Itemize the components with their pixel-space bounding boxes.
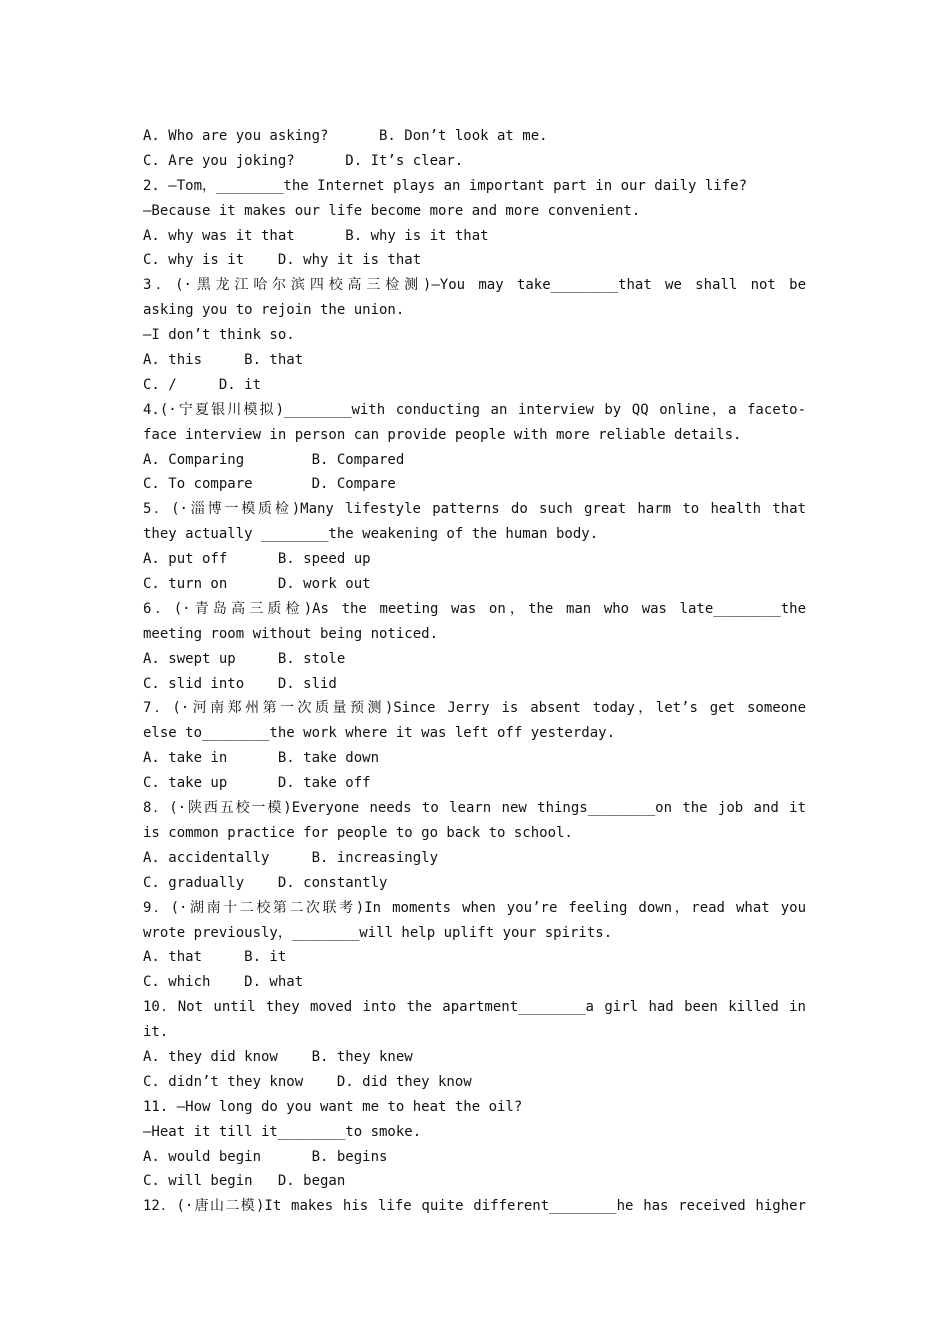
text-line: C. turn on D. work out (143, 576, 371, 593)
text-line: —Heat it till it________to smoke. (143, 1123, 422, 1140)
text-line: 3．(·黑龙江哈尔滨四校高三检测)—You may take________that we shall not be (143, 277, 806, 294)
text-line: A. put off B. speed up (143, 551, 371, 568)
text-line: A. Comparing B. Compared (143, 451, 405, 468)
document-page (143, 124, 806, 1219)
text-line: it. (143, 1024, 169, 1041)
text-line: A. accidentally B. increasingly (143, 849, 439, 866)
text-line: —Because it makes our life become more and more convenient. (143, 202, 641, 219)
text-line: C. To compare D. Compare (143, 476, 396, 493)
text-line: 7．(·河南郑州第一次质量预测)Since Jerry is absent today，let’s get someone (143, 700, 806, 717)
text-line: C. which D. what (143, 974, 304, 991)
text-line: 2. —Tom，________the Internet plays an important part in our daily life? (143, 177, 748, 194)
text-line: A. this B. that (143, 352, 304, 369)
text-line: A. why was it that B. why is it that (143, 227, 489, 244)
text-line: A. swept up B. stole (143, 650, 346, 667)
text-line: C. / D. it (143, 376, 262, 393)
text-line: 11. —How long do you want me to heat the oil? (143, 1098, 523, 1115)
text-line: else to________the work where it was left off yesterday. (143, 725, 616, 742)
text-line: 10．Not until they moved into the apartment________a girl had been killed in (143, 999, 806, 1016)
text-line: they actually ________the weakening of the human body. (143, 526, 599, 543)
text-line: C. Are you joking? D. It’s clear. (143, 152, 464, 169)
text-line: face interview in person can provide people with more reliable details. (143, 426, 742, 443)
text-line: 9．(·湖南十二校第二次联考)In moments when you’re feeling down，read what you (143, 899, 806, 916)
text-line: A. Who are you asking? B. Don’t look at me. (143, 128, 548, 144)
text-line: 8．(·陕西五校一模)Everyone needs to learn new things________on the job and it (143, 800, 806, 817)
text-line: C. gradually D. constantly (143, 874, 388, 891)
text-line: meeting room without being noticed. (143, 625, 439, 642)
text-line: A. would begin B. begins (143, 1148, 388, 1165)
text-line: wrote previously，________will help uplift your spirits. (143, 924, 613, 941)
text-line: C. take up D. take off (143, 775, 371, 792)
text-line: asking you to rejoin the union. (143, 302, 405, 319)
text-line: 6．(·青岛高三质检)As the meeting was on，the man who was late________the (143, 600, 806, 617)
text-line: 12．(·唐山二模)It makes his life quite different________he has received higher (143, 1198, 806, 1215)
text-line: C. why is it D. why it is that (143, 252, 422, 269)
text-line: C. slid into D. slid (143, 675, 337, 692)
text-line: C. will begin D. began (143, 1173, 346, 1190)
text-line: C. didn’t they know D. did they know (143, 1073, 472, 1090)
text-line: is common practice for people to go back to school. (143, 824, 573, 841)
text-line: 5．(·淄博一模质检)Many lifestyle patterns do such great harm to health that (143, 501, 806, 518)
text-line: A. take in B. take down (143, 750, 380, 767)
text-line: A. they did know B. they knew (143, 1048, 413, 1065)
text-line: —I don’t think so. (143, 327, 295, 344)
text-line: 4.(·宁夏银川模拟)________with conducting an interview by QQ online，a faceto- (143, 401, 806, 418)
text-line: A. that B. it (143, 949, 287, 966)
